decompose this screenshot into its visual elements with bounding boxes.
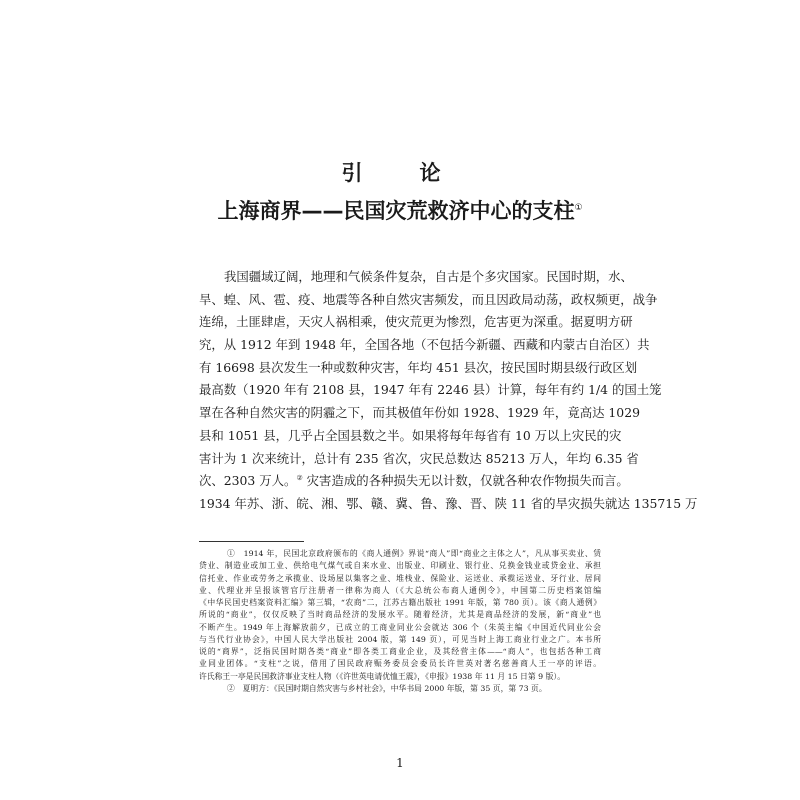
footnote-ref-1[interactable]: ① (574, 203, 583, 213)
body-line: 罩在各种自然灾害的阴霾之下，而其极值年份如 1928、1929 年，竟高达 1029 (199, 405, 640, 421)
footnote-line: 所说的“商业”，仅仅反映了当时商品经济的发展水平。随着经济，尤其是商品经济的发展，新“商业”也 (199, 610, 601, 620)
body-line: 最高数（1920 年有 2108 县，1947 年有 2246 县）计算，每年有约 1/4 的国土笼 (199, 382, 662, 398)
body-line: 连绵，土匪肆虐，天灾人祸相乘，使灾荒更为惨烈，危害更为深重。据夏明方研 (199, 314, 633, 330)
body-line: 究，从 1912 年到 1948 年，全国各地（不包括今新疆、西藏和内蒙古自治区）共 (199, 337, 650, 353)
body-line: 有 16698 县次发生一种或数种灾害，年均 451 县次，按民国时期县级行政区划 (199, 359, 638, 375)
body-line: 我国疆域辽阔，地理和气候条件复杂，自古是个多灾国家。民国时期，水、 (224, 269, 633, 284)
footnote-line: 不断产生。1949 年上海解放前夕，已成立的工商业同业公会就达 306 个（朱英主编《中国近代同业公会 (199, 622, 601, 632)
footnote-line: 说的“商界”，泛指民国时期各类“商业”即各类工商业企业，及其经营主体——“商人”，也包括各种工商 (199, 647, 601, 656)
footnote-line: 信托业、作业或劳务之承揽业、设场屋以集客之业、堆栈业、保险业、运送业、承揽运送业、牙行业、居间 (199, 573, 601, 583)
footnote-line: 《中华民国史档案资料汇编》第三辑，“农商”二，江苏古籍出版社 1991 年版，第 780 页）。该《商人通例》 (199, 598, 601, 607)
footnote-line: ② 夏明方：《民国时期自然灾害与乡村社会》，中华书局 2000 年版，第 35 页，第 73 页。 (227, 683, 547, 693)
chapter-title (0, 193, 800, 226)
footnote-line: ① 1914 年，民国北京政府颁布的《商人通例》界说“商人”即“商业之主体之人”，凡从事买卖业、赁 (227, 549, 601, 558)
footnotes (199, 548, 601, 695)
footnote-line: 许氏称王一亭是民国救济事业支柱人物（《许世英电请优恤王震》，《申报》1938 年 11 月 15 日第 9 版）。 (199, 671, 566, 681)
body-text (199, 266, 698, 516)
footnote-rule (199, 541, 304, 542)
chapter-label-text: 引 论 (341, 161, 459, 185)
footnote-line: 业同业团体。“支柱”之说，借用了国民政府赈务委员会委员长许世英对著名慈善商人王一亭的评语。 (199, 659, 601, 669)
chapter-label (0, 158, 800, 188)
body-line-text: 灾害造成的各种损失无以计数，仅就各种农作物损失而言。 (302, 473, 629, 489)
body-line: 旱、蝗、风、雹、疫、地震等各种自然灾害频发，而且因政局动荡，政权频更，战争 (199, 291, 658, 307)
body-line: 县和 1051 县，几乎占全国县数之半。如果将每年每省有 10 万以上灾民的灾 (199, 427, 622, 443)
body-line: 害计为 1 次来统计，总计有 235 省次，灾民总数达 85213 万人，年均 6.35 省 (199, 450, 639, 466)
footnote-line: 贷业、制造业或加工业、供给电气煤气或自来水业、出版业、印刷业、银行业、兑换金钱业或贷金业、承担 (199, 561, 601, 571)
footnote-ref-2[interactable]: ② (296, 474, 303, 483)
body-line (199, 470, 629, 493)
footnote-line: 与当代行业协会》，中国人民大学出版社 2004 版，第 149 页），可见当时上海工商业行业之广。本书所 (199, 634, 601, 644)
page-number: 1 (396, 756, 404, 770)
chapter-title-text: 上海商界——民国灾荒救济中心的支柱 (217, 199, 575, 223)
footnote-line: 业、代理业并呈报该管官厅注册者一律称为商人（《大总统公布商人通例令》，中国第二历史档案馆编 (199, 585, 601, 595)
body-line-text: 次、2303 万人。 (199, 473, 297, 489)
body-line: 1934 年苏、浙、皖、湘、鄂、赣、冀、鲁、豫、晋、陕 11 省的旱灾损失就达 135715 万 (199, 495, 698, 511)
